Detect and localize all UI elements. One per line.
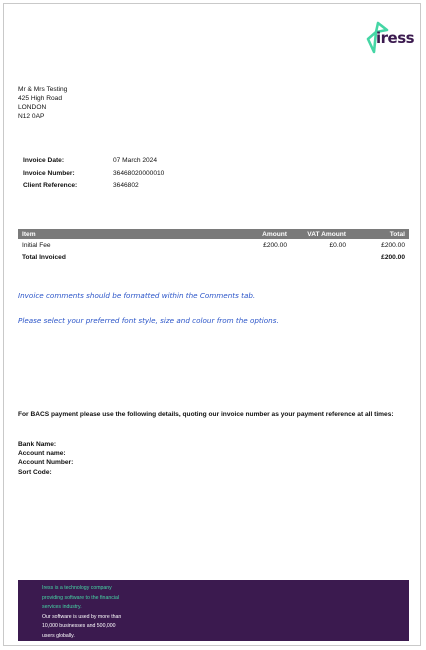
address-line: N12 0AP [18,113,45,120]
cell-total: £200.00 [381,241,405,249]
logo-text: iress [376,29,415,47]
invoice-table [18,229,409,263]
detail-value: 3646802 [113,182,139,189]
total-value: £200.00 [381,253,405,261]
recipient-address [18,85,67,121]
invoice-comment-2: Please select your preferred font style, size and colour from the options. [18,316,279,325]
table-row [18,239,409,251]
table-header [18,229,409,239]
footer-line: Iress is a technology company [42,585,112,591]
detail-label: Invoice Number: [23,169,75,177]
footer-line: 10,000 businesses and 500,000 [42,623,116,630]
header-amount: Amount [262,230,287,238]
header-vat-amount: VAT Amount [307,230,346,238]
bank-name-label: Bank Name: [18,441,57,448]
detail-label: Client Reference: [23,182,78,189]
account-number-label: Account Number: [18,459,74,467]
sort-code-label: Sort Code: [18,468,52,476]
footer-line: Our software is used by more than [42,613,122,620]
footer-text [42,584,121,642]
total-label: Total Invoiced [22,253,66,261]
detail-label: Invoice Date: [23,157,65,164]
total-row [18,251,409,263]
header-total: Total [389,230,405,238]
invoice-comment-1: Invoice comments should be formatted within the Comments tab. [18,291,256,300]
detail-value: 36468020000010 [113,169,165,177]
cell-vat-amount: £0.00 [329,241,346,249]
iress-logo [362,20,415,56]
cell-item: Initial Fee [22,241,51,249]
account-name-label: Account name: [18,450,66,458]
header-item: Item [22,230,36,238]
bank-details [18,440,73,477]
footer-line: services industry. [42,604,82,611]
address-line: Mr & Mrs Testing [18,86,68,93]
detail-value: 07 March 2024 [113,157,157,164]
address-line: LONDON [18,104,47,111]
cell-amount: £200.00 [263,241,287,249]
address-line: 425 High Road [18,95,62,102]
bacs-instructions: For BACS payment please use the following details, quoting our invoice number as your payment reference at all times: [18,411,394,418]
footer-line: users globally. [42,632,75,639]
footer-line: providing software to the financial [42,594,119,601]
footer-banner [18,580,409,641]
